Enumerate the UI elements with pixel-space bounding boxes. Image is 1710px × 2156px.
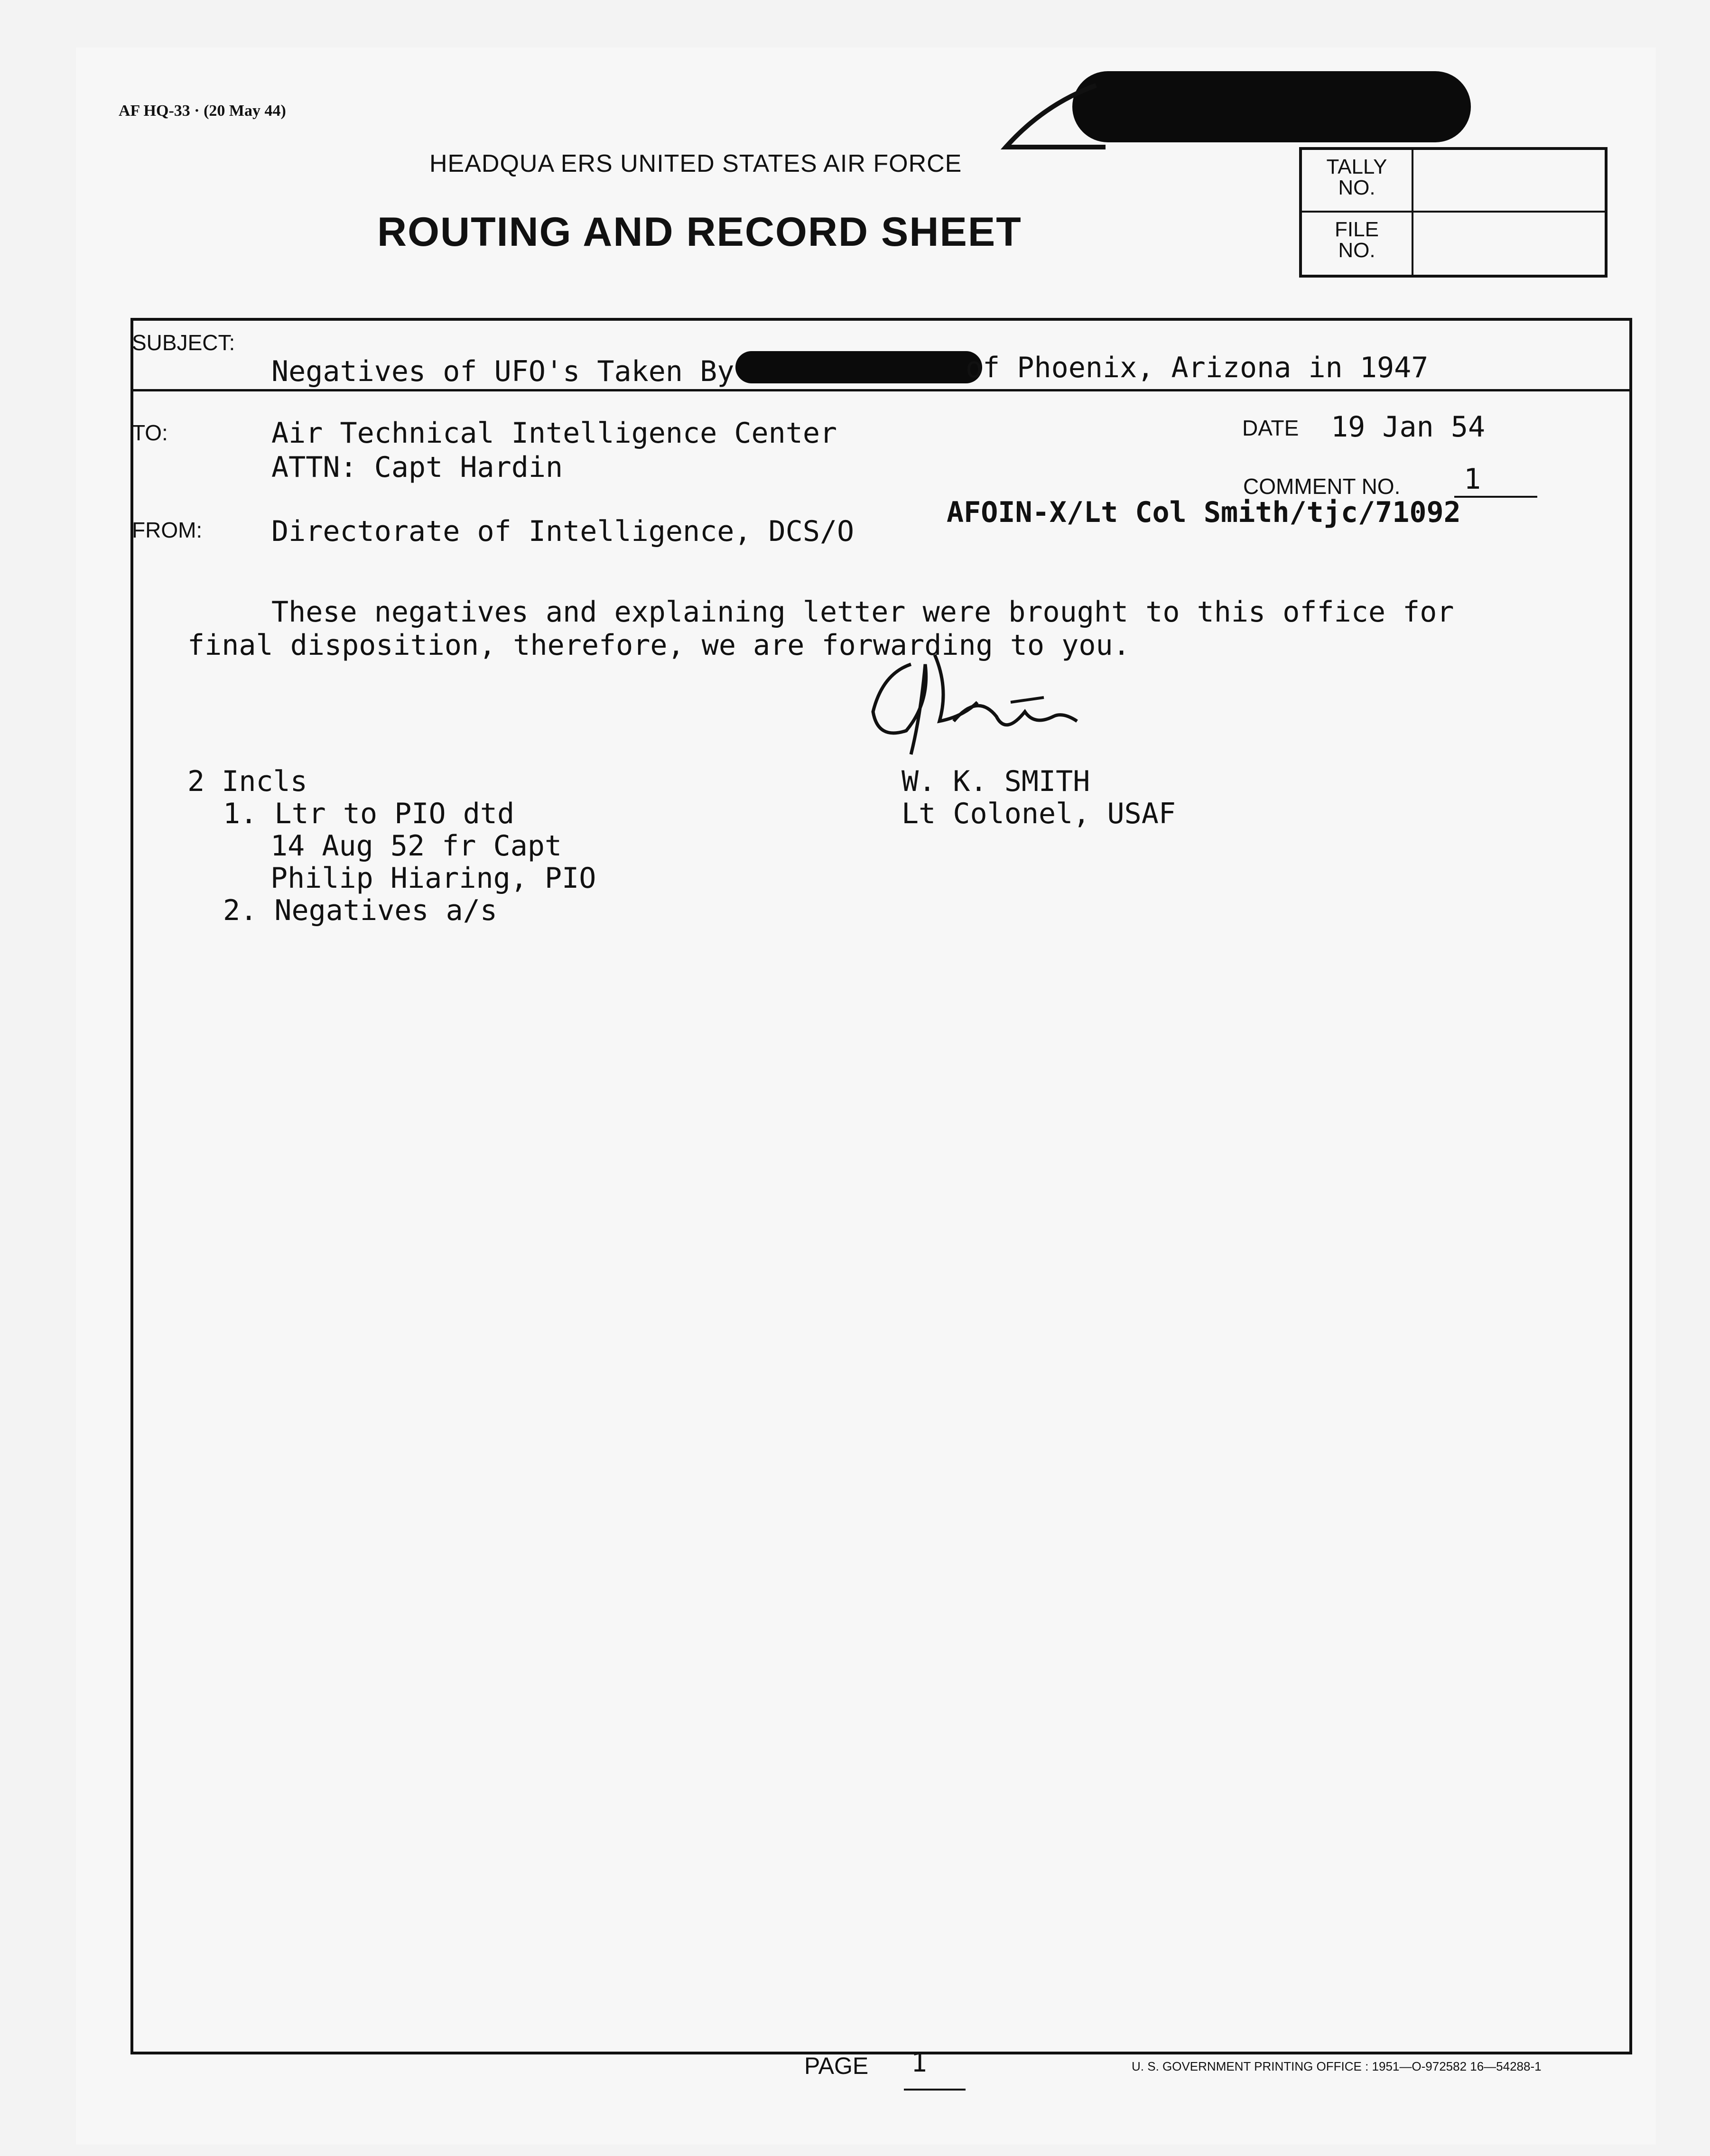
inclosure-1-line-2: 14 Aug 52 fr Capt: [270, 829, 562, 863]
signer-name: W. K. SMITH: [901, 765, 1090, 798]
inclosure-1-line-1: 1. Ltr to PIO dtd: [223, 797, 515, 830]
form-title: ROUTING AND RECORD SHEET: [377, 209, 1022, 255]
file-row: [1302, 213, 1605, 275]
file-label: FILE NO.: [1302, 213, 1413, 275]
inclosure-1-line-3: Philip Hiaring, PIO: [270, 862, 596, 895]
page-number: 1: [911, 2047, 927, 2078]
subject-text-part2: of Phoenix, Arizona in 1947: [966, 351, 1429, 384]
tally-file-box: [1299, 147, 1608, 278]
form-frame: [130, 318, 1632, 2054]
from-value: Directorate of Intelligence, DCS/O: [271, 515, 855, 548]
page-label: PAGE: [804, 2053, 869, 2079]
inclosure-2: 2. Negatives a/s: [223, 894, 497, 927]
office-symbol: AFOIN-X/Lt Col Smith/tjc/71092: [947, 496, 1461, 529]
comment-label: COMMENT NO.: [1243, 474, 1401, 499]
subject-text-part1: Negatives of UFO's Taken By: [271, 355, 734, 388]
to-line-1: Air Technical Intelligence Center: [271, 417, 837, 450]
inclosures-heading: 2 Incls: [187, 765, 307, 798]
redaction-pen-stroke: [987, 76, 1110, 157]
page-number-line: [904, 2089, 966, 2091]
from-label: FROM:: [132, 518, 203, 542]
headquarters-line: HEADQUA ERS UNITED STATES AIR FORCE: [429, 150, 962, 177]
signer-rank: Lt Colonel, USAF: [901, 797, 1176, 830]
form-number: AF HQ-33 · (20 May 44): [119, 102, 286, 120]
printing-office-line: U. S. GOVERNMENT PRINTING OFFICE : 1951—O-972582 16—54288-1: [1132, 2059, 1542, 2073]
body-line-1: These negatives and explaining letter were brought to this office for: [271, 595, 1454, 629]
comment-number: 1: [1464, 463, 1481, 496]
signature: [854, 645, 1101, 778]
body-line-2: final disposition, therefore, we are forwarding to you.: [187, 629, 1130, 662]
date-value: 19 Jan 54: [1331, 410, 1486, 444]
tally-label: TALLY NO.: [1302, 150, 1413, 211]
redaction-mark-subject: [735, 351, 982, 383]
subject-divider: [130, 389, 1632, 391]
to-label: TO:: [132, 420, 168, 445]
tally-row: [1302, 150, 1605, 213]
to-line-2: ATTN: Capt Hardin: [271, 451, 563, 484]
comment-number-line: [1454, 496, 1537, 498]
redaction-mark-top: [1072, 71, 1471, 142]
date-label: DATE: [1242, 416, 1299, 440]
subject-label: SUBJECT:: [132, 330, 235, 355]
